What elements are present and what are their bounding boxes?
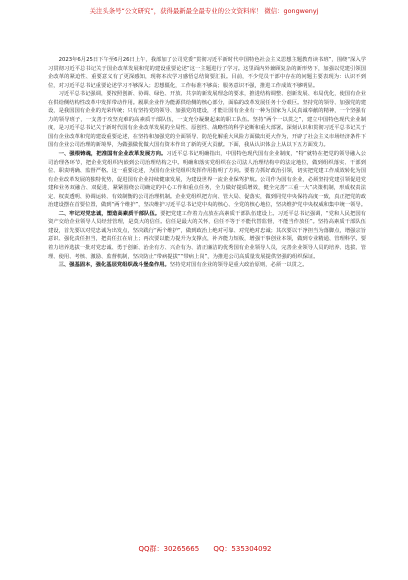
section-heading: 一、强根铸魂，把准国有企业改革发展方向。 bbox=[58, 151, 167, 158]
paragraph bbox=[48, 210, 366, 261]
paragraph-text: 2023年6月25日下午至6月26日上午，我部加了公司党委“贯彻习近平新时代中国特色社会主义思想主题教育读书班”，围绕“深入学习贯彻习近平总书记关于国企改革发展和党的建设重要论述”这一主题进行了学习。这里面内外兼顾复杂的新形势下，加强以党建引领国企改革的紧迫性、重要意义有了更深感知，现将本次学习感悟总结简要汇报。目前，不少党员干部中存在的问题主要表现为：认识不到位，对习近平总书记重要论述学习不够深入；思想僵化，工作标准不够高；服务意识不强，推进工作成效不够明显。 bbox=[48, 57, 366, 89]
paragraph-text: 坚持党对国有企业的领导是重大政治原则，必须一以贯之。 bbox=[169, 262, 308, 269]
paragraph-text: 要把党建工作着力点放在高素质干部队伍建设上。习近平总书记强调，“党和人民把国有资产交给企业领导人员经营管理，是莫大的信任。信任是最大的关怀，信任不等于不能代替监督，不能当作放任”。坚持高素质干部队伍建设，首先要以对党忠诚为出发点，坚决践行“两个维护”，做到政治上绝对可靠、对党绝对忠诚；其次要以干净担当为落脚点，增强宗旨意识、强化责任担当，把责任扛在肩上；再次要以能力提升为支撑点，补齐能力短板，增强干事创业本领，做到专业精通、管理科学。要着力培养选拔一批对党忠诚、勇于创新、治企有方、兴企有为、清正廉洁的优秀国有企业领导人员，完善企业领导人员的培养、选拔、管理、使用、考核、激励、监督机制，坚决防止“带病提拔”“带病上岗”，为推进公司高质量发展提供坚强的组织保证。 bbox=[48, 210, 367, 260]
contact-footer bbox=[60, 543, 350, 555]
paragraph-text: 习近平总书记明确指出，中国特色现代国有企业制度，“特”就特在把党的领导融入公司治理各环节，把企业党组织内嵌到公司治理结构之中。明确和落实党组织在公司法人治理结构中的法定地位，做到组织落实、干部到位、职责明确、监督严格。这一重要论述，为国有企业党组织发挥作用指明了方向。要着力抓好政治引领，切实把党建工作成效转化为国有企业改革发展的独特优势，促进国有企业持续健康发展，为建设世界一流企业保驾护航。公司作为国有企业，必须坚持党建引领促进党建和业务双融合、双促进，紧紧围绕公司确定的中心工作和重点任务，全力做好提质增效，健全完善“三重一大”决策机制，形成权责法定、权责透明、协调运转、有效制衡的公司治理机制。企业党组织把方向、管大局、促落实，做到同党中央保持高度一致，真正把党的政治建设摆在首要位置，做到“两个维护”，坚决维护习近平总书记党中央的核心、全党的核心地位，坚决维护党中央权威和集中统一领导。 bbox=[48, 151, 367, 209]
section-heading: 三、强基固本，强化基层党组织战斗堡垒作用。 bbox=[58, 262, 170, 269]
promo-banner: 关注头条号“公文研究”，获得最新最全最专业的公文资料库！ 微信：gongwenyj bbox=[89, 7, 319, 15]
paragraph bbox=[48, 150, 366, 210]
paragraph-text: 习近平总书记强调，要按照创新、协调、绿色、开放、共享的新发展理念的要求，推进结构调整、创新发展、布局优化，使国有企业在供给侧结构性改革中发挥带动作用。履职企业作为能源供给侧的核心部分，面临的改革发展任务十分艰巨。坚持党的领导、加强党的建设，是我国国有企业的光荣传统；只有坚持党的领导、加强党的建设，才能让国有企业有一种为国家为人民真诚奉献的精神，一个坚强有力的领导班子，一支善于攻坚克难的高素质干部队伍，一支充分凝聚起来的职工队伍。坚持“两个一以贯之”，建立中国特色现代企业制度，是习近平总书记关于新时代国有企业改革发展的全局性、原创性、战略性的科学论断和重大部署。深刻认识和贯彻习近平总书记关于国有企业改革和党的建设重要论述，在坚持和加强党的全面领导、防范化解重大风险方面做出更大作为，开辟了社会主义市场经济条件下国有企业公司治理的新境界，为做强做优做大国有资本作出了新的更大贡献。下面，我从认识体会上从以下五方面发力。 bbox=[48, 91, 366, 149]
qq-contact-text: QQ：535304092 bbox=[213, 545, 272, 553]
paragraph bbox=[48, 56, 366, 90]
section-heading: 二、牢记对党忠诚，塑造高素质干部队伍。 bbox=[58, 210, 161, 217]
paragraph bbox=[48, 90, 366, 150]
qq-group-text: QQ群：30265665 bbox=[138, 545, 200, 553]
paragraph bbox=[48, 261, 366, 270]
document-body bbox=[48, 56, 366, 270]
